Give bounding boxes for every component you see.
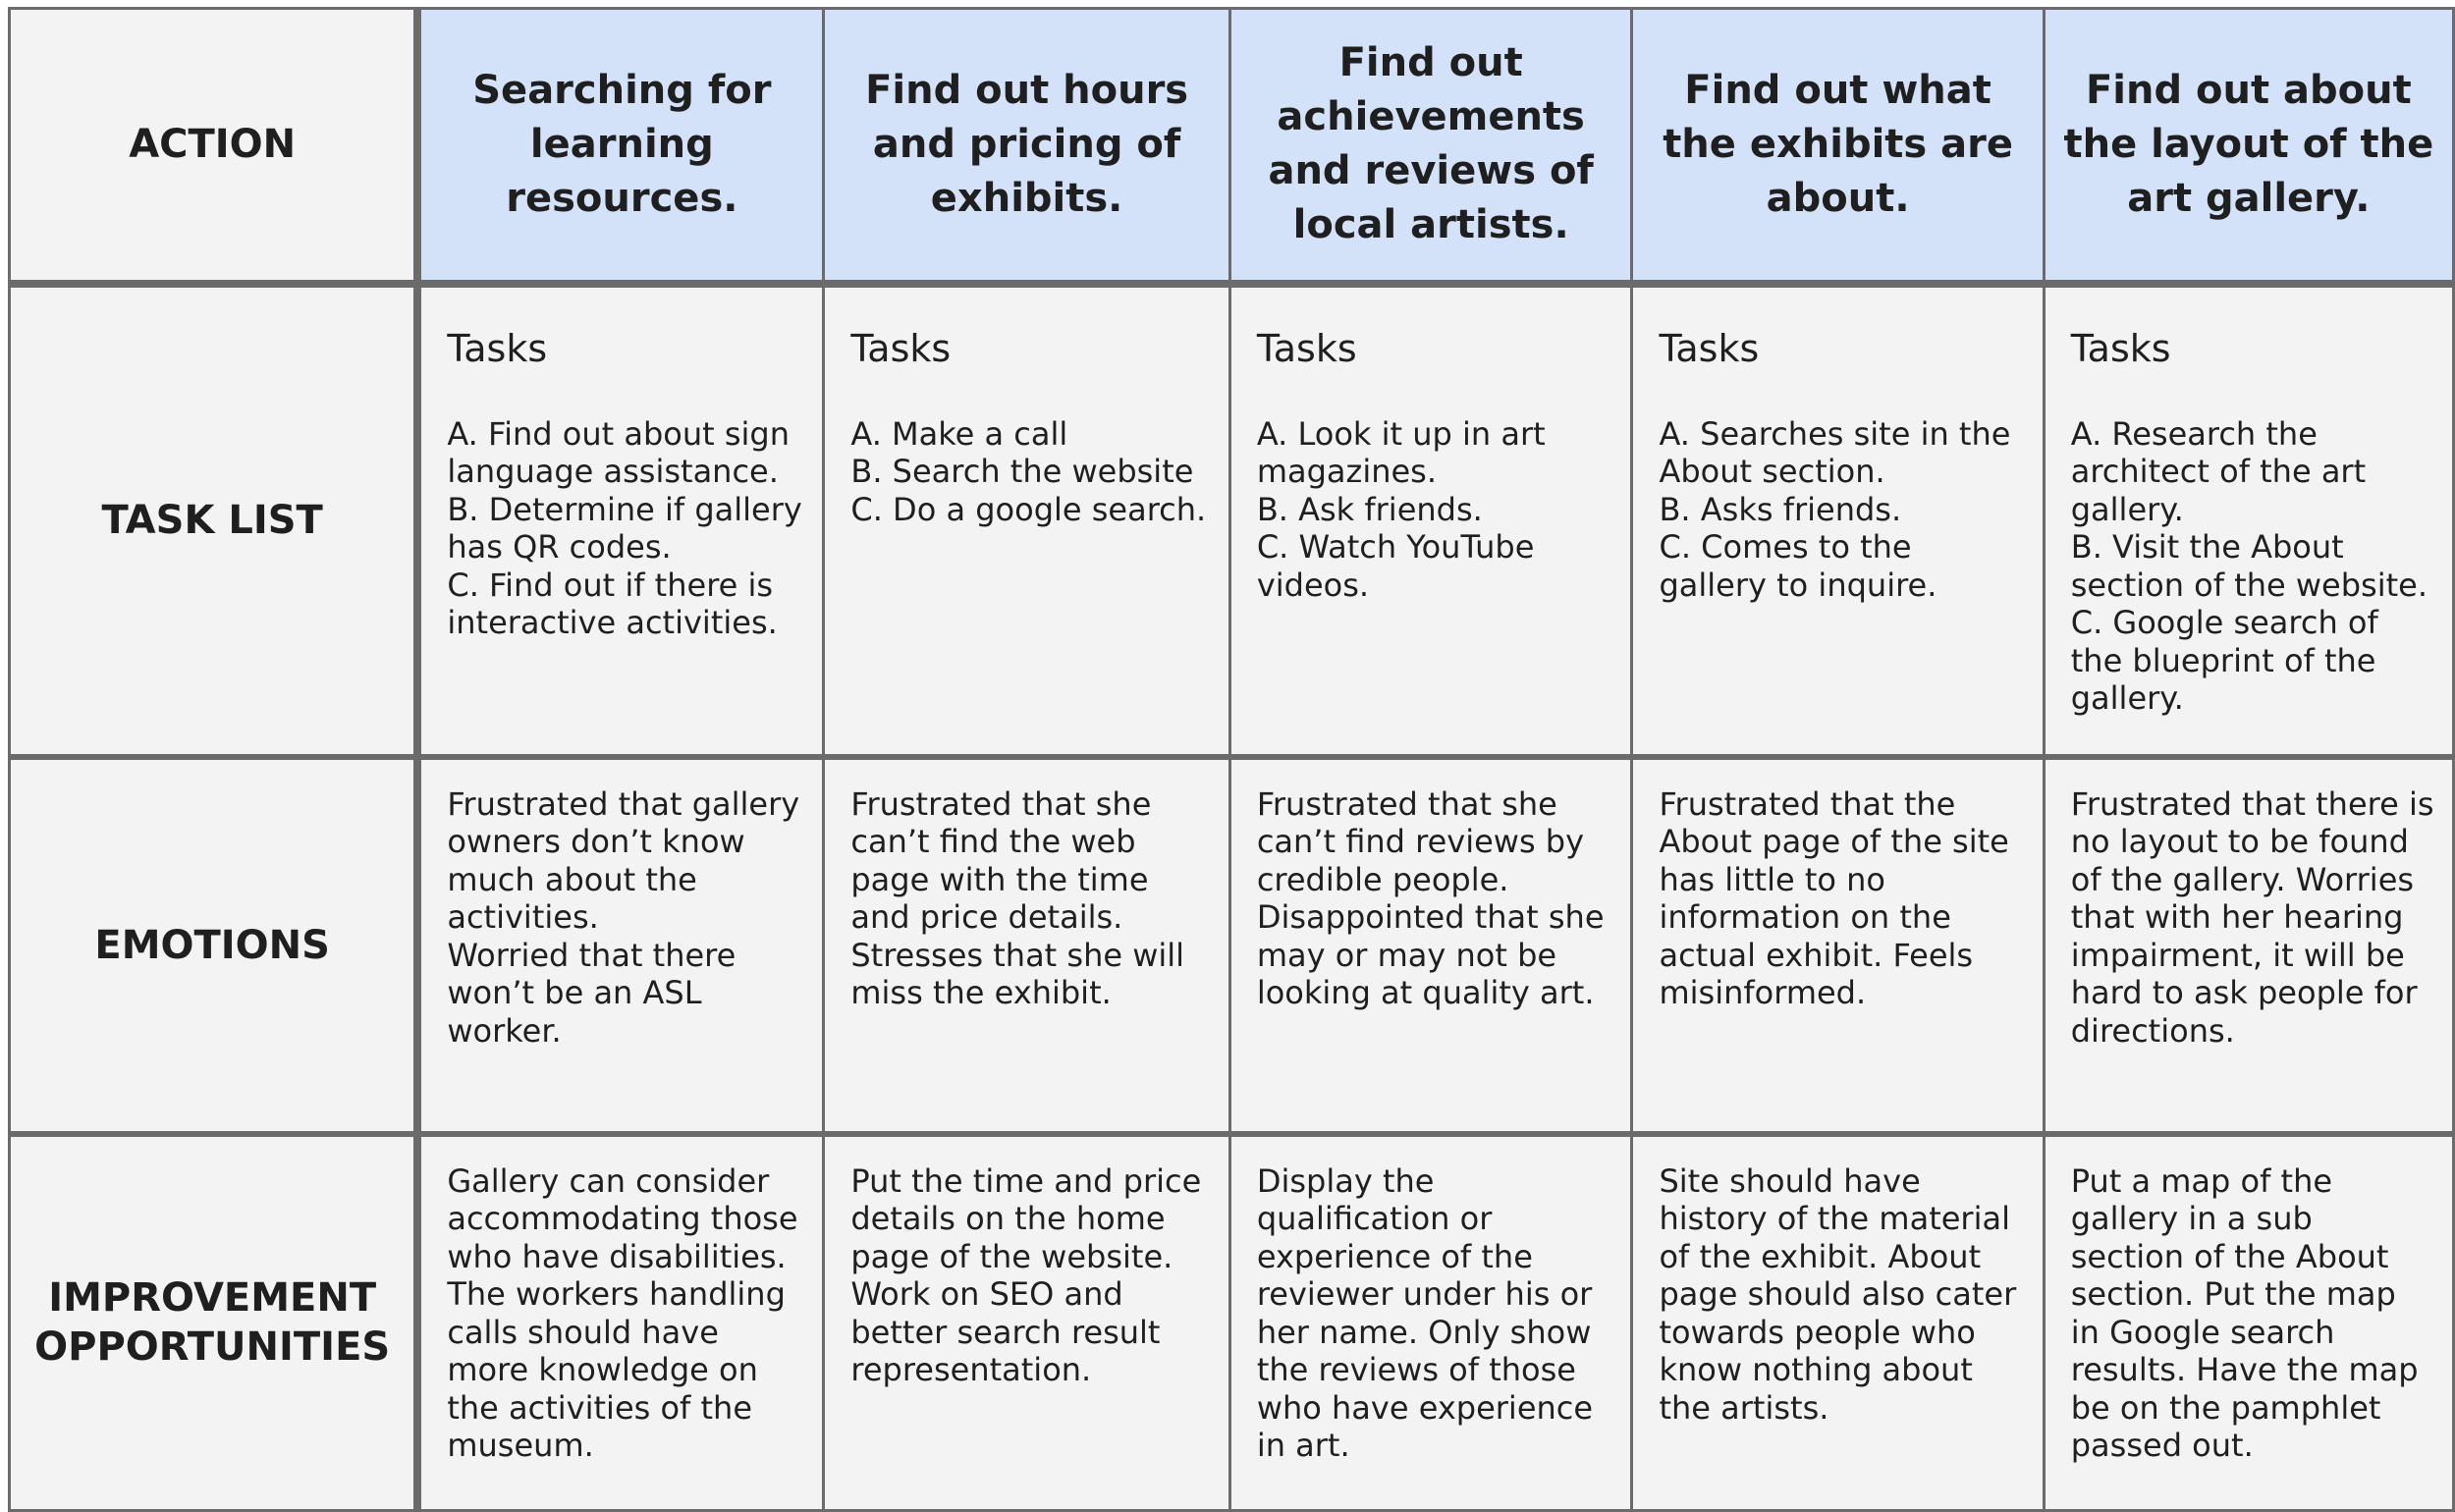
emotion-text: Frustrated that she can’t find reviews by credible people. Disappointed that she may or may not be looking at quality art. [1256,784,1605,1011]
emotion-cell [2044,757,2453,1134]
improvement-text: Display the qualification or experience of the reviewer under his or her name. Only show the reviews of those who have experience in art. [1256,1161,1594,1464]
task-list-text: A. Make a call B. Search the website C. Do a google search. [850,414,1207,528]
column-header-exhibit-info: Find out what the exhibits are about. [1632,9,2044,284]
emotion-cell [824,757,1229,1134]
task-list-row [10,284,2454,757]
emotion-cell [1229,757,1632,1134]
user-journey-table [8,7,2455,1512]
improvement-row [10,1134,2454,1511]
task-list-text: A. Find out about sign language assistance. B. Determine if gallery has QR codes. C. Find out if there is interactive activities. [447,414,802,641]
improvement-cell [824,1134,1229,1511]
emotion-cell [1632,757,2044,1134]
tasks-title: Tasks [1659,326,1760,370]
column-header-learning-resources: Searching for learning resources. [417,9,824,284]
task-list-text: A. Look it up in art magazines. B. Ask friends. C. Watch YouTube videos. [1256,414,1546,604]
improvement-cell [1632,1134,2044,1511]
improvement-text: Put a map of the gallery in a sub section of the About section. Put the map in Google search results. Have the map be on the pamphlet passed out. [2070,1161,2419,1464]
task-cell [824,284,1229,757]
tasks-title: Tasks [850,326,952,370]
emotions-row [10,757,2454,1134]
improvement-cell [417,1134,824,1511]
column-header-hours-pricing: Find out hours and pricing of exhibits. [824,9,1229,284]
row-label-task-list: TASK LIST [10,284,418,757]
task-cell [1632,284,2044,757]
emotion-text: Frustrated that she can’t find the web page with the time and price details. Stresses that she will miss the exhibit. [850,784,1185,1011]
tasks-title: Tasks [2070,326,2171,370]
header-row [10,9,2454,284]
task-cell [417,284,824,757]
tasks-title: Tasks [1256,326,1357,370]
column-header-artist-reviews: Find out achievements and reviews of local artists. [1229,9,1632,284]
improvement-text: Site should have history of the material of the exhibit. About page should also cater towards people who know nothing about the artists. [1659,1161,2017,1427]
task-list-text: A. Research the architect of the art gallery. B. Visit the About section of the website. C. Google search of the blueprint of the gallery. [2070,414,2428,717]
tasks-title: Tasks [447,326,548,370]
emotion-text: Frustrated that gallery owners don’t know much about the activities. Worried that there won’t be an ASL worker. [447,784,800,1050]
column-header-gallery-layout: Find out about the layout of the art gallery. [2044,9,2453,284]
improvement-cell [1229,1134,1632,1511]
emotion-cell [417,757,824,1134]
row-label-emotions: EMOTIONS [10,757,418,1134]
corner-label-action: ACTION [10,9,418,284]
emotion-text: Frustrated that there is no layout to be found of the gallery. Worries that with her hearing impairment, it will be hard to ask people for directions. [2070,784,2434,1050]
task-list-text: A. Searches site in the About section. B. Asks friends. C. Comes to the gallery to inquire. [1659,414,2011,604]
row-label-improvement-opportunities: IMPROVEMENT OPPORTUNITIES [10,1134,418,1511]
improvement-text: Put the time and price details on the home page of the website. Work on SEO and better search result representation. [850,1161,1202,1388]
improvement-cell [2044,1134,2453,1511]
task-cell [1229,284,1632,757]
emotion-text: Frustrated that the About page of the site has little to no information on the actual exhibit. Feels misinformed. [1659,784,2009,1011]
task-cell [2044,284,2453,757]
improvement-text: Gallery can consider accommodating those who have disabilities. The workers handling calls should have more knowledge on the activities of the museum. [447,1161,798,1464]
